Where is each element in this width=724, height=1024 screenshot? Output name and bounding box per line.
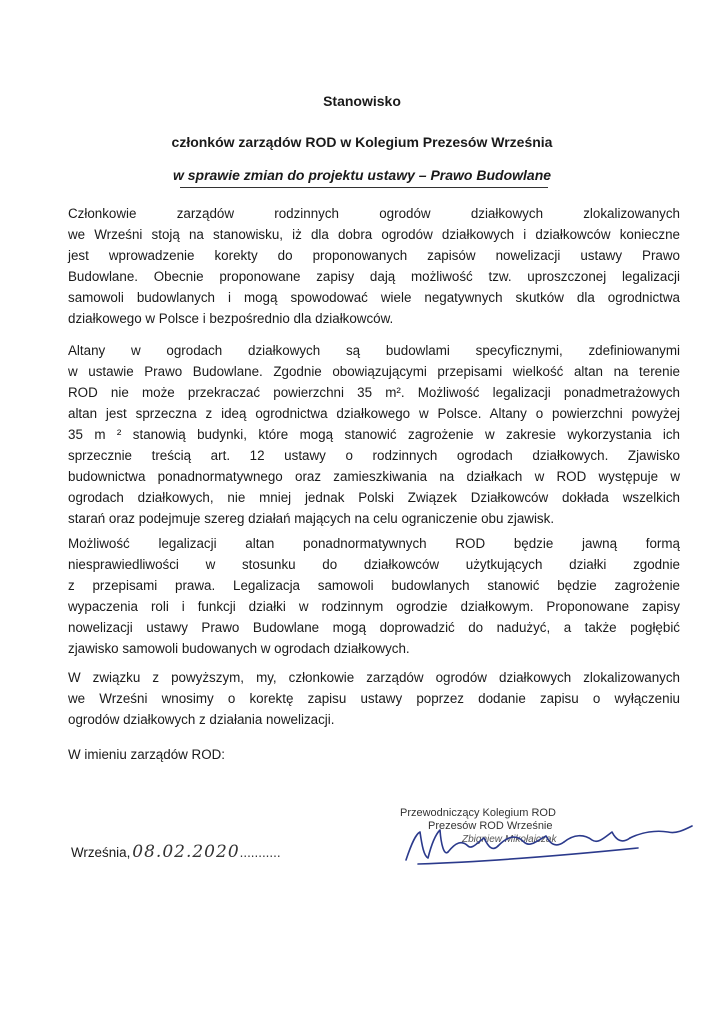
handwritten-date: 08.02.2020 bbox=[132, 842, 240, 862]
paragraph-line: ROD nie może przekraczać powierzchni 35 m². Możliwość legalizacji ponadmetrażowych bbox=[68, 385, 680, 400]
paragraph-line: wypaczenia roli i funkcji działki w rodzinnym ogrodzie działkowym. Proponowane zapisy bbox=[68, 599, 680, 614]
paragraph-line: 35 m ² stanowią budynki, które mogą stanowić zagrożenie w zakresie wykorzystania ich bbox=[68, 427, 680, 442]
paragraph-3 bbox=[68, 533, 680, 659]
paragraph-line: starań oraz podejmuje szereg działań mających na celu ograniczenie obu zjawisk. bbox=[68, 511, 555, 526]
paragraph-line: samowoli budowlanych i mogą spowodować wiele negatywnych skutków dla ogrodnictwa bbox=[68, 290, 680, 305]
closing-line: W imieniu zarządów ROD: bbox=[68, 747, 226, 762]
paragraph-line: sprzecznie treścią art. 12 ustawy o rodzinnych ogrodach działkowych. Zjawisko bbox=[68, 448, 680, 463]
paragraph-2 bbox=[68, 340, 680, 529]
paragraph-line: nowelizacji ustawy Prawo Budowlane mogą doprowadzić do nadużyć, a także pogłębić bbox=[68, 620, 680, 635]
paragraph-line: działkowego w Polsce i bezpośrednio dla działkowców. bbox=[68, 311, 394, 326]
official-stamp bbox=[400, 807, 600, 846]
document-topic: w sprawie zmian do projektu ustawy – Prawo Budowlane bbox=[172, 167, 552, 183]
paragraph-line: zjawisko samowoli budowanych w ogrodach działkowych. bbox=[68, 641, 410, 656]
paragraph-line: we Wrześni wnosimy o korektę zapisu ustawy poprzez dodanie zapisu o wyłączeniu bbox=[68, 691, 680, 706]
document-title: Stanowisko bbox=[323, 93, 401, 109]
paragraph-line: niesprawiedliwości w stosunku do działkowców użytkujących działki zgodnie bbox=[68, 557, 680, 572]
paragraph-line: Budowlane. Obecnie proponowane zapisy dają możliwość tzw. uproszczonej legalizacji bbox=[68, 269, 680, 284]
date-line bbox=[71, 842, 281, 862]
paragraph-line: we Wrześni stoją na stanowisku, iż dla dobra ogrodów działkowych i działkowców konieczne bbox=[68, 227, 680, 242]
stamp-line-3: Zbigniew Mikołajczak bbox=[462, 834, 557, 845]
paragraph-line: ogrodów działkowych z działania nowelizacji. bbox=[68, 712, 335, 727]
paragraph-line: z przepisami prawa. Legalizacja samowoli budowlanych stanowić będzie zagrożenie bbox=[68, 578, 680, 593]
date-label: Września, bbox=[71, 845, 131, 860]
date-dots: ........... bbox=[239, 845, 281, 860]
paragraph-line: W związku z powyższym, my, członkowie zarządów ogrodów działkowych zlokalizowanych bbox=[68, 670, 680, 685]
paragraph-line: Altany w ogrodach działkowych są budowlami specyficznymi, zdefiniowanymi bbox=[68, 343, 680, 358]
paragraph-4 bbox=[68, 667, 680, 730]
paragraph-line: budownictwa ponadnormatywnego oraz zamieszkiwania na działkach w ROD występuje w bbox=[68, 469, 680, 484]
paragraph-1 bbox=[68, 203, 680, 329]
paragraph-line: Członkowie zarządów rodzinnych ogrodów działkowych zlokalizowanych bbox=[68, 206, 680, 221]
document-subtitle: członków zarządów ROD w Kolegium Prezesów Września bbox=[171, 134, 553, 150]
stamp-line-1: Przewodniczący Kolegium ROD bbox=[400, 807, 556, 819]
paragraph-line: jest wprowadzenie korekty do proponowanych zapisów nowelizacji ustawy Prawo bbox=[68, 248, 680, 263]
paragraph-line: w ustawie Prawo Budowlane. Zgodnie obowiązującymi przepisami wielkość altan na terenie bbox=[68, 364, 680, 379]
stamp-line-2: Prezesów ROD Wrześnie bbox=[428, 820, 553, 832]
paragraph-line: Możliwość legalizacji altan ponadnormatywnych ROD będzie jawną formą bbox=[68, 536, 680, 551]
paragraph-line: altan jest sprzeczna z ideą ogrodnictwa działkowego w Polsce. Altany o powierzchni powyżej bbox=[68, 406, 680, 421]
title-underline bbox=[180, 187, 548, 188]
paragraph-line: ogrodach działkowych, nie mniej jednak Polski Związek Działkowców dokłada wszelkich bbox=[68, 490, 680, 505]
